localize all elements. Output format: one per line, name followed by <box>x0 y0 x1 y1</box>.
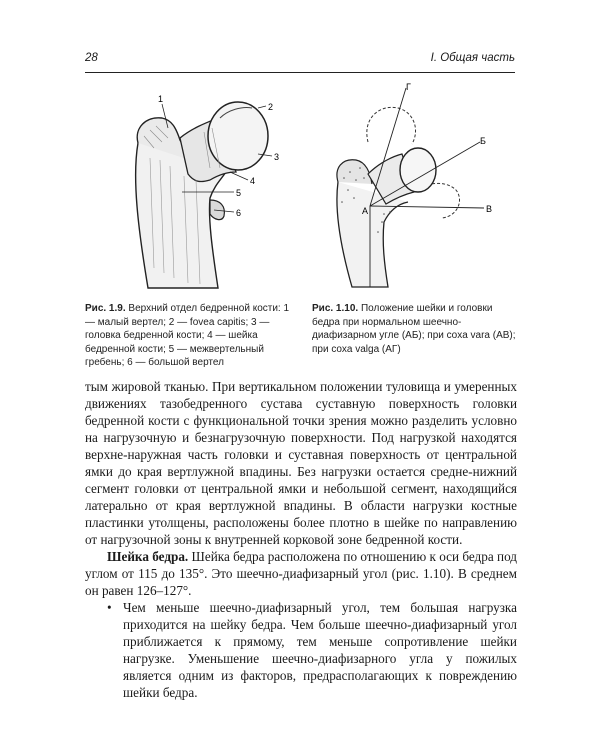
figure-1-9-caption <box>85 302 295 370</box>
fig10-label-g: Г <box>406 82 411 92</box>
bullet-1-text: Чем меньше шеечно-диафизарный угол, тем большая нагрузка приходится на шейку бедра. Чем больше шеечно-диафизарный угол приближается к прямому, тем меньше сопротивление шейки нагрузке. Уменьшение шеечно-диафизарного угла у пожилых является одним из факторов, предрасполагающих к повреждению шейки бедра. <box>123 600 517 700</box>
body-text <box>85 378 517 701</box>
fig10-label-v: В <box>486 204 493 214</box>
bullet-marker: • <box>107 600 112 615</box>
page-number: 28 <box>85 52 98 64</box>
list-item <box>85 599 517 701</box>
figure-1-10-caption-text: Положение шейки и головки бедра при нормальном шеечно-диафизарном угле (АБ); при coxa vara (АВ); при coxa valga (АГ) <box>312 303 516 355</box>
paragraph-1: тым жировой тканью. При вертикальном положении туловища и умеренных движениях тазобедренного сустава суставную поверхность головки бедренной кости с функциональной точки зрения можно разделить условно на нагрузочную и безнагрузочную поверхности. Под нагрузкой находятся верхне-наружная часть головки и суставная поверхность от центральной ямки до края вертлужной впадины. Без нагрузки остается средне-нижний сегмент головки от центральной ямки и небольшой сегмент, находящийся латерально от края вертлужной впадины. В области нагрузки костные пластинки утолщены, расположены более плотно в шейке по направлению от нагрузочной зоны к внутренней корковой зоне бедренной кости. <box>85 379 517 547</box>
figure-1-10-caption-label: Рис. 1.10. <box>312 303 359 314</box>
fig9-label-2: 2 <box>268 102 274 112</box>
femur-angle-illustration <box>318 82 518 292</box>
figure-1-10 <box>318 82 518 292</box>
fig9-label-1: 1 <box>158 94 164 104</box>
fig9-label-5: 5 <box>236 188 242 198</box>
section-title: I. Общая часть <box>430 52 515 64</box>
figure-1-9 <box>110 88 310 293</box>
figure-1-9-caption-text: Верхний отдел бедренной кости: 1 — малый вертел; 2 — fovea capitis; 3 — головка бедренной кости; 4 — шейка бедренной кости; 5 — межвертельный гребень; 6 — большой вертел <box>85 303 290 368</box>
fig9-label-3: 3 <box>274 152 280 162</box>
paragraph-2 <box>85 548 517 599</box>
fig9-label-6: 6 <box>236 208 242 218</box>
femur-illustration <box>110 88 310 293</box>
paragraph-2-text: Шейка бедра расположена по отношению к оси бедра под углом от 115 до 135°. Это шеечно-диафизарный угол (рис. 1.10). В среднем он равен 126–127°. <box>85 549 517 598</box>
figure-1-10-caption <box>312 302 520 356</box>
page-header <box>85 52 515 72</box>
fig9-label-4: 4 <box>250 176 256 186</box>
figure-1-9-caption-label: Рис. 1.9. <box>85 303 126 314</box>
neck-heading: Шейка бедра. <box>107 549 189 564</box>
fig10-label-a: А <box>362 206 369 216</box>
fig10-label-b: Б <box>480 136 486 146</box>
header-divider <box>85 72 515 73</box>
